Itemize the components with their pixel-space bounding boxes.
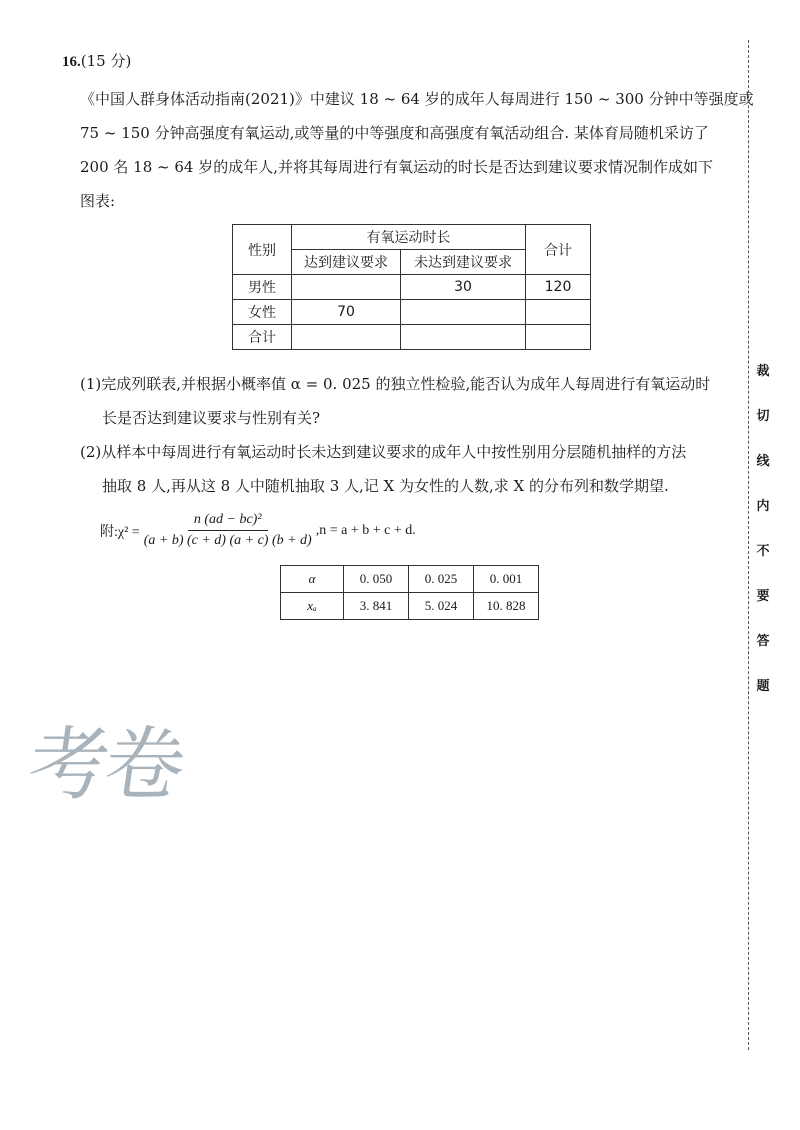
question-header xyxy=(62,50,131,71)
x-alpha-label: xₐ xyxy=(281,593,344,620)
intro-line: 75 ~ 150 分钟高强度有氧运动,或等量的中等强度和高强度有氧活动组合. 某体育局随机采访了 xyxy=(80,124,709,142)
chi-square-formula xyxy=(100,512,416,549)
formula-prefix: 附:χ² = xyxy=(100,524,140,540)
part-1-line: (1)完成列联表,并根据小概率值 α = 0. 025 的独立性检验,能否认为成年人每周进行有氧运动时 xyxy=(80,375,711,393)
intro-line: 图表: xyxy=(80,192,116,210)
watermark: 考卷 xyxy=(22,718,188,811)
header-group: 有氧运动时长 xyxy=(292,225,526,250)
contingency-table xyxy=(232,224,591,350)
cut-line xyxy=(748,40,749,1050)
table-row xyxy=(281,566,539,593)
intro-line: 200 名 18 ~ 64 岁的成年人,并将其每周进行有氧运动的时长是否达到建议要求情况制作成如下 xyxy=(80,158,713,176)
row-label: 女性 xyxy=(233,300,292,325)
formula-denominator: (a + b) (c + d) (a + c) (b + d) xyxy=(143,533,312,548)
cell-not-met xyxy=(401,300,526,325)
x-alpha-value: 10. 828 xyxy=(474,593,539,620)
cut-line-notice xyxy=(754,360,772,720)
cell-total xyxy=(526,300,591,325)
cell-met xyxy=(292,325,401,350)
alpha-value: 0. 050 xyxy=(344,566,409,593)
table-row xyxy=(233,325,591,350)
notice-char: 内 xyxy=(756,499,770,514)
formula-suffix: ,n = a + b + c + d. xyxy=(315,522,416,538)
question-intro xyxy=(80,82,754,218)
cell-not-met: 30 xyxy=(401,275,526,300)
col-not-met: 未达到建议要求 xyxy=(401,250,526,275)
cell-total: 120 xyxy=(526,275,591,300)
notice-char: 切 xyxy=(756,409,770,424)
question-points: (15 分) xyxy=(80,52,132,70)
part-2-line: (2)从样本中每周进行有氧运动时长未达到建议要求的成年人中按性别用分层随机抽样的方法 xyxy=(80,443,687,461)
header-total: 合计 xyxy=(526,225,591,275)
notice-char: 裁 xyxy=(756,364,770,379)
col-met: 达到建议要求 xyxy=(292,250,401,275)
part-2 xyxy=(80,435,740,503)
table-row xyxy=(281,593,539,620)
row-label: 合计 xyxy=(233,325,292,350)
formula-fraction xyxy=(144,512,312,549)
part-1-line: 长是否达到建议要求与性别有关? xyxy=(102,409,321,427)
alpha-value: 0. 001 xyxy=(474,566,539,593)
x-alpha-value: 5. 024 xyxy=(409,593,474,620)
notice-char: 题 xyxy=(756,679,770,694)
row-label: 男性 xyxy=(233,275,292,300)
table-row xyxy=(233,275,591,300)
cell-met: 70 xyxy=(292,300,401,325)
part-1 xyxy=(80,367,740,435)
part-2-line: 抽取 8 人,再从这 8 人中随机抽取 3 人,记 X 为女性的人数,求 X 的分布列和数学期望. xyxy=(102,477,669,495)
header-gender: 性别 xyxy=(233,225,292,275)
cell-met xyxy=(292,275,401,300)
notice-char: 不 xyxy=(756,544,770,559)
critical-value-table xyxy=(280,565,539,620)
question-number: 16. xyxy=(62,54,81,70)
intro-line: 《中国人群身体活动指南(2021)》中建议 18 ~ 64 岁的成年人每周进行 150 ~ 300 分钟中等强度或 xyxy=(80,90,754,108)
notice-char: 答 xyxy=(756,634,770,649)
notice-char: 要 xyxy=(756,589,770,604)
notice-char: 线 xyxy=(756,454,770,469)
table-row xyxy=(233,300,591,325)
alpha-label: α xyxy=(281,566,344,593)
alpha-value: 0. 025 xyxy=(409,566,474,593)
x-alpha-value: 3. 841 xyxy=(344,593,409,620)
cell-total xyxy=(526,325,591,350)
formula-numerator: n (ad − bc)² xyxy=(188,512,268,531)
cell-not-met xyxy=(401,325,526,350)
